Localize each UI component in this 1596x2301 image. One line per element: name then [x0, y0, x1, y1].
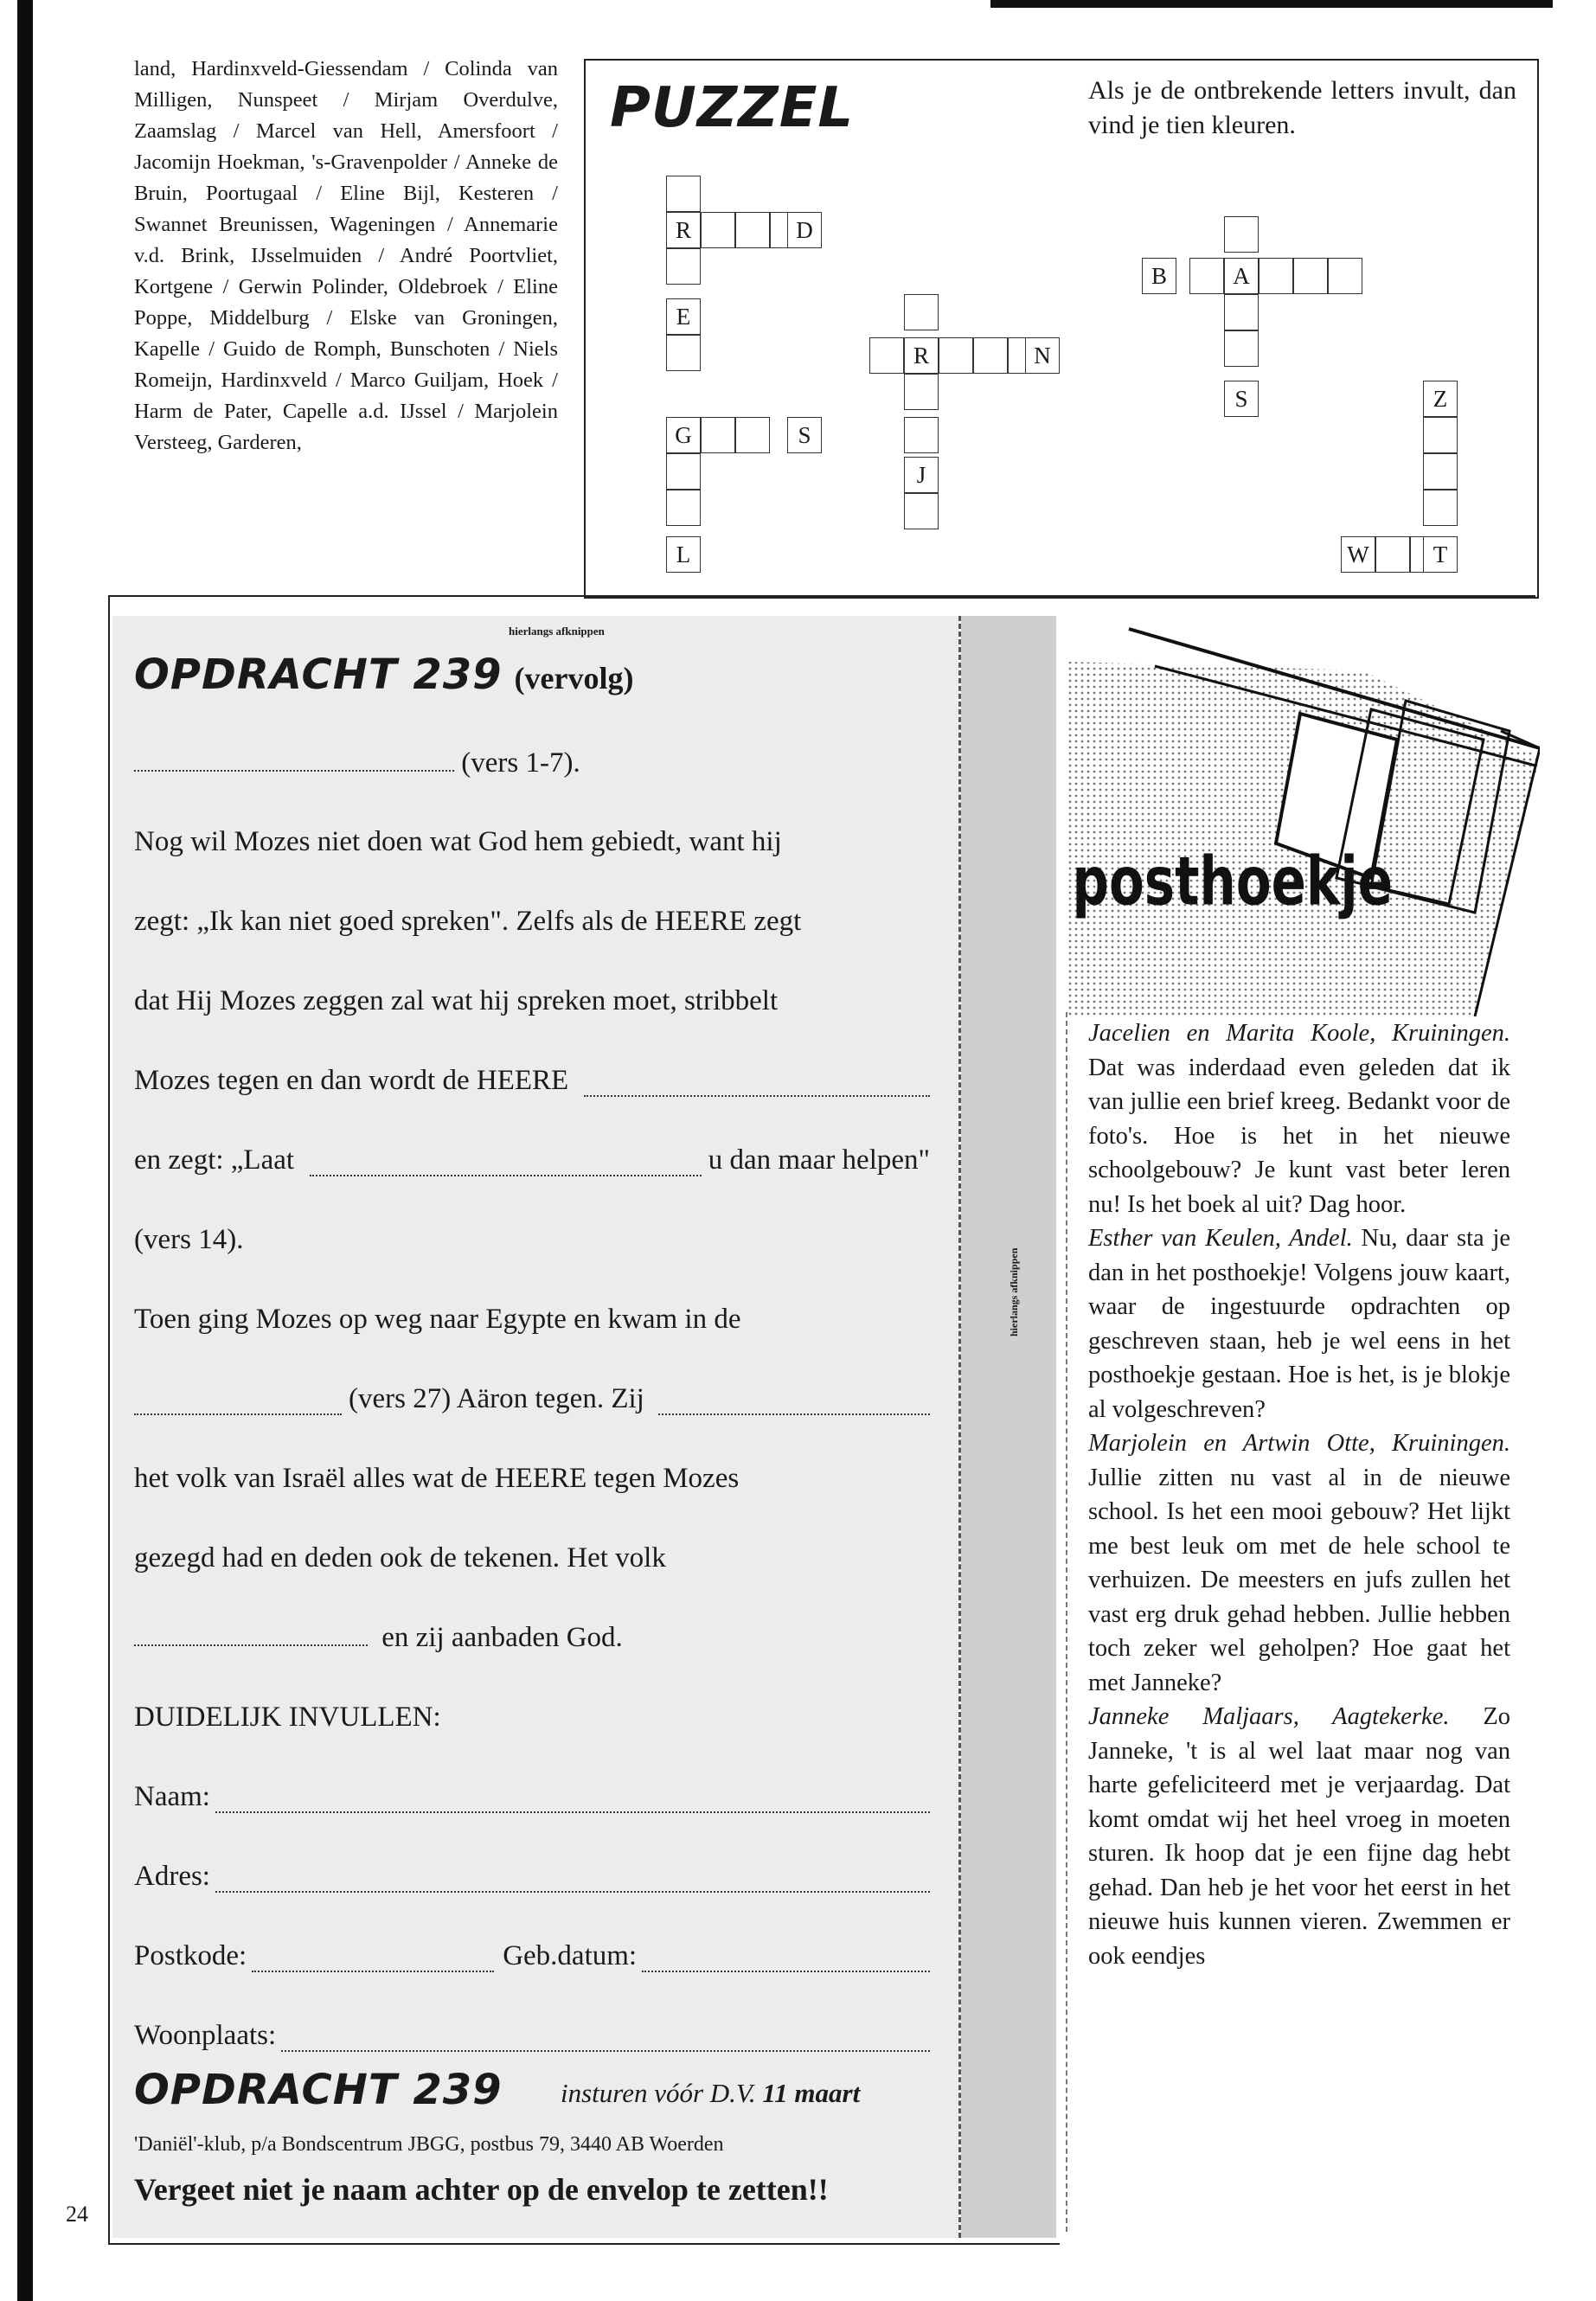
residence-input[interactable]: [281, 2029, 930, 2052]
answer-blank[interactable]: [134, 1625, 368, 1646]
puzzle-cell[interactable]: [1224, 330, 1259, 367]
puzzle-cell[interactable]: G: [666, 417, 701, 453]
answer-blank[interactable]: [310, 1154, 702, 1176]
assignment-text: het volk van Israël alles wat de HEERE tegen Mozes: [134, 1463, 740, 1494]
residence-field: [134, 2020, 930, 2052]
top-edge-bar: [990, 0, 1553, 8]
puzzle-cell[interactable]: [1259, 258, 1293, 294]
puzzle-cell[interactable]: L: [666, 536, 701, 573]
assignment-title-suffix: (vervolg): [514, 661, 634, 695]
answer-blank[interactable]: [658, 1393, 930, 1415]
puzzle-cell[interactable]: [1224, 216, 1259, 253]
assignment-panel: [112, 616, 958, 2238]
assignment-text: u dan maar helpen": [708, 1144, 930, 1176]
puzzle-cell[interactable]: [1423, 453, 1458, 490]
envelope-reminder: Vergeet niet je naam achter op de envelop te zetten!!: [134, 2172, 829, 2207]
address-field: [134, 1861, 930, 1893]
posthoekje-divider: [1066, 1012, 1069, 2232]
posthoekje-illustration: [1068, 619, 1540, 1016]
answer-blank[interactable]: [134, 751, 454, 772]
assignment-line-11: gezegd had en deden ook de tekenen. Het volk: [134, 1542, 666, 1574]
posthoekje-letters: [1088, 1016, 1510, 1973]
puzzle-cell[interactable]: [973, 337, 1008, 374]
puzzle-cell[interactable]: [701, 417, 735, 453]
submission-deadline: [561, 2078, 860, 2109]
mailing-address: 'Daniël'-klub, p/a Bondscentrum JBGG, postbus 79, 3440 AB Woerden: [134, 2133, 724, 2156]
name-input[interactable]: [215, 1791, 930, 1813]
puzzle-instruction: Als je de ontbrekende letters invult, dan vind je tien kleuren.: [1088, 76, 1516, 139]
puzzle-cell[interactable]: [1224, 294, 1259, 330]
puzzle-cell[interactable]: [1375, 536, 1410, 573]
frame-bottom-rule: [108, 2243, 1060, 2245]
answer-blank[interactable]: [584, 1074, 930, 1097]
puzzle-cell[interactable]: N: [1025, 337, 1060, 374]
assignment-text: en zegt: „Laat: [134, 1144, 295, 1176]
assignment-text: (vers 27) Aäron tegen. Zij: [349, 1383, 644, 1414]
puzzle-cell[interactable]: [904, 417, 939, 453]
letter-body: Nu, daar sta je dan in het posthoekje! Volgens jouw kaart, waar de ingestuurde opdrachten op geschreven staan, heb je wel eens in het posthoekje gestaan. Hoe is het, is je blokje al volgeschreven?: [1088, 1225, 1511, 1423]
assignment-text: en zij aanbaden God.: [381, 1622, 623, 1653]
cut-strip: [961, 616, 1056, 2238]
cut-label: hierlangs afknippen: [509, 625, 605, 638]
name-field: [134, 1781, 930, 1813]
answer-blank[interactable]: [134, 1394, 342, 1415]
frame-left-rule: [108, 597, 110, 2245]
puzzle-cell[interactable]: [666, 490, 701, 526]
assignment-title-text: OPDRACHT 239: [134, 651, 503, 699]
assignment-line-8: Toen ging Mozes op weg naar Egypte en kwam in de: [134, 1304, 741, 1335]
assignment-line-9: [134, 1383, 930, 1415]
assignment-title: [134, 651, 633, 699]
assignment-line-3: [134, 906, 930, 938]
assignment-line-2: [134, 826, 930, 858]
puzzle-cell[interactable]: [666, 453, 701, 490]
assignment-text: dat Hij Mozes zeggen zal wat hij spreken moet, stribbelt: [134, 985, 779, 1016]
strip-cut-label: hierlangs afknippen: [1008, 1247, 1020, 1336]
letter-recipient: Jacelien en Marita Koole, Kruiningen.: [1088, 1020, 1510, 1047]
puzzle-cell[interactable]: [701, 212, 735, 248]
puzzle-cell[interactable]: R: [666, 212, 701, 248]
name-label: Naam:: [134, 1781, 210, 1812]
puzzle-cell[interactable]: [666, 248, 701, 285]
puzzle-cell[interactable]: R: [904, 337, 939, 374]
puzzle-cell[interactable]: [1293, 258, 1328, 294]
address-label: Adres:: [134, 1861, 210, 1892]
letter-recipient: Marjolein en Artwin Otte, Kruiningen.: [1088, 1430, 1510, 1457]
posthoekje-heading: posthoekje: [1072, 843, 1394, 921]
puzzle-cell[interactable]: [1189, 258, 1224, 294]
fill-in-instruction: DUIDELIJK INVULLEN:: [134, 1702, 441, 1733]
puzzle-cell[interactable]: [904, 294, 939, 330]
letter-entry: [1088, 1221, 1510, 1426]
names-list: land, Hardinxveld-Giessendam / Colinda van Milligen, Nunspeet / Mirjam Overdulve, Zaamslag / Marcel van Hell, Amersfoort / Jacomijn Hoekman, 's-Gravenpolder / Anneke de Bruin, Poortugaal / Eline Bijl, Kesteren / Swannet Breunissen, Wageningen / Annemarie v.d. Brink, IJsselmuiden / André Poortvliet, Kortgene / Gerwin Polinder, Oldebroek / Eline Poppe, Middelburg / Elske van Groningen, Kapelle / Guido de Romph, Bunschoten / Niels Romeijn, Hardinxveld / Marco Guiljam, Hoek / Harm de Pater, Capelle a.d. IJssel / Marjolein Versteeg, Garderen,: [134, 57, 558, 454]
puzzle-cell[interactable]: [735, 417, 770, 453]
letter-entry: [1088, 1016, 1510, 1221]
puzzle-cell[interactable]: [666, 335, 701, 371]
assignment-line-7: (vers 14).: [134, 1224, 244, 1255]
assignment-text: Nog wil Mozes niet doen wat God hem gebiedt, want hij: [134, 826, 782, 857]
puzzle-cell[interactable]: A: [1224, 258, 1259, 294]
assignment-text: zegt: „Ik kan niet goed spreken". Zelfs als de HEERE zegt: [134, 906, 802, 937]
verse-ref: (vers 1-7).: [461, 747, 580, 779]
puzzle-cell[interactable]: [1423, 490, 1458, 526]
puzzle-cell[interactable]: [1423, 417, 1458, 453]
puzzle-cell[interactable]: Z: [1423, 381, 1458, 417]
letter-recipient: Esther van Keulen, Andel.: [1088, 1225, 1353, 1252]
letter-body: Dat was inderdaad even geleden dat ik van jullie een brief kreeg. Bedankt voor de foto's. Hoe is het in het nieuwe schoolgebouw? Je kunt vast beter leren nu! Is het boek al uit? Dag hoor.: [1088, 1054, 1510, 1218]
assignment-text: Mozes tegen en dan wordt de HEERE: [134, 1065, 569, 1096]
deadline-date: 11 maart: [762, 2078, 861, 2108]
puzzle-cell[interactable]: [666, 176, 701, 212]
letter-entry: [1088, 1700, 1510, 1973]
assignment-line-10: [134, 1463, 930, 1495]
letter-body: Zo Janneke, 't is al wel laat maar nog van harte gefeliciteerd met je verjaardag. Dat komt omdat wij het heel vroeg in moeten sturen. Ik hoop dat je een fijne dag hebt gehad. Dan heb je het voor het eerst in het nieuwe huis kunnen vieren. Zwemmen er ook eendjes: [1088, 1703, 1510, 1970]
puzzle-cell[interactable]: B: [1142, 258, 1176, 294]
birthdate-input[interactable]: [642, 1950, 930, 1972]
puzzle-cell[interactable]: [904, 493, 939, 529]
frame-middle-rule: [108, 595, 1535, 597]
deadline-prefix: insturen vóór D.V.: [561, 2078, 756, 2108]
postcode-input[interactable]: [252, 1950, 494, 1972]
page-number: 24: [66, 2202, 88, 2227]
puzzle-cell[interactable]: [1328, 258, 1362, 294]
letter-recipient: Janneke Maljaars, Aagtekerke.: [1088, 1703, 1450, 1730]
assignment-line-5: [134, 1065, 930, 1097]
puzzle-cell[interactable]: [869, 337, 904, 374]
puzzle-title: PUZZEL: [610, 76, 855, 140]
puzzle-cell[interactable]: [904, 374, 939, 410]
assignment-line-6: [134, 1144, 930, 1176]
address-input[interactable]: [215, 1870, 930, 1893]
postcode-label: Postkode:: [134, 1940, 247, 1971]
letter-entry: [1088, 1426, 1510, 1700]
assignment-line-12: [134, 1622, 930, 1654]
postcode-birthdate-field: [134, 1940, 930, 1972]
assignment-line-1: [134, 747, 930, 779]
assignment-line-4: [134, 985, 930, 1017]
puzzle-cell[interactable]: S: [787, 417, 822, 453]
assignment-footer-title: OPDRACHT 239: [134, 2066, 503, 2114]
page-edge-bar: [17, 0, 33, 2301]
birthdate-label: Geb.datum:: [503, 1940, 638, 1971]
puzzle-cell[interactable]: E: [666, 298, 701, 335]
letter-body: Jullie zitten nu vast al in de nieuwe school. Is het een mooi gebouw? Het lijkt me best leuk om met de hele school te verhuizen. De meesters en jufs zullen het vast erg druk gehad hebben. Jullie hebben toch zeker wel geholpen? Hoe gaat het met Janneke?: [1088, 1464, 1510, 1696]
puzzle-cell[interactable]: W: [1341, 536, 1375, 573]
residence-label: Woonplaats:: [134, 2020, 277, 2051]
puzzle-cell[interactable]: J: [904, 457, 939, 493]
puzzle-cell[interactable]: [735, 212, 770, 248]
puzzle-cell[interactable]: [939, 337, 973, 374]
puzzle-cell[interactable]: D: [787, 212, 822, 248]
puzzle-cell[interactable]: T: [1423, 536, 1458, 573]
puzzle-cell[interactable]: S: [1224, 381, 1259, 417]
